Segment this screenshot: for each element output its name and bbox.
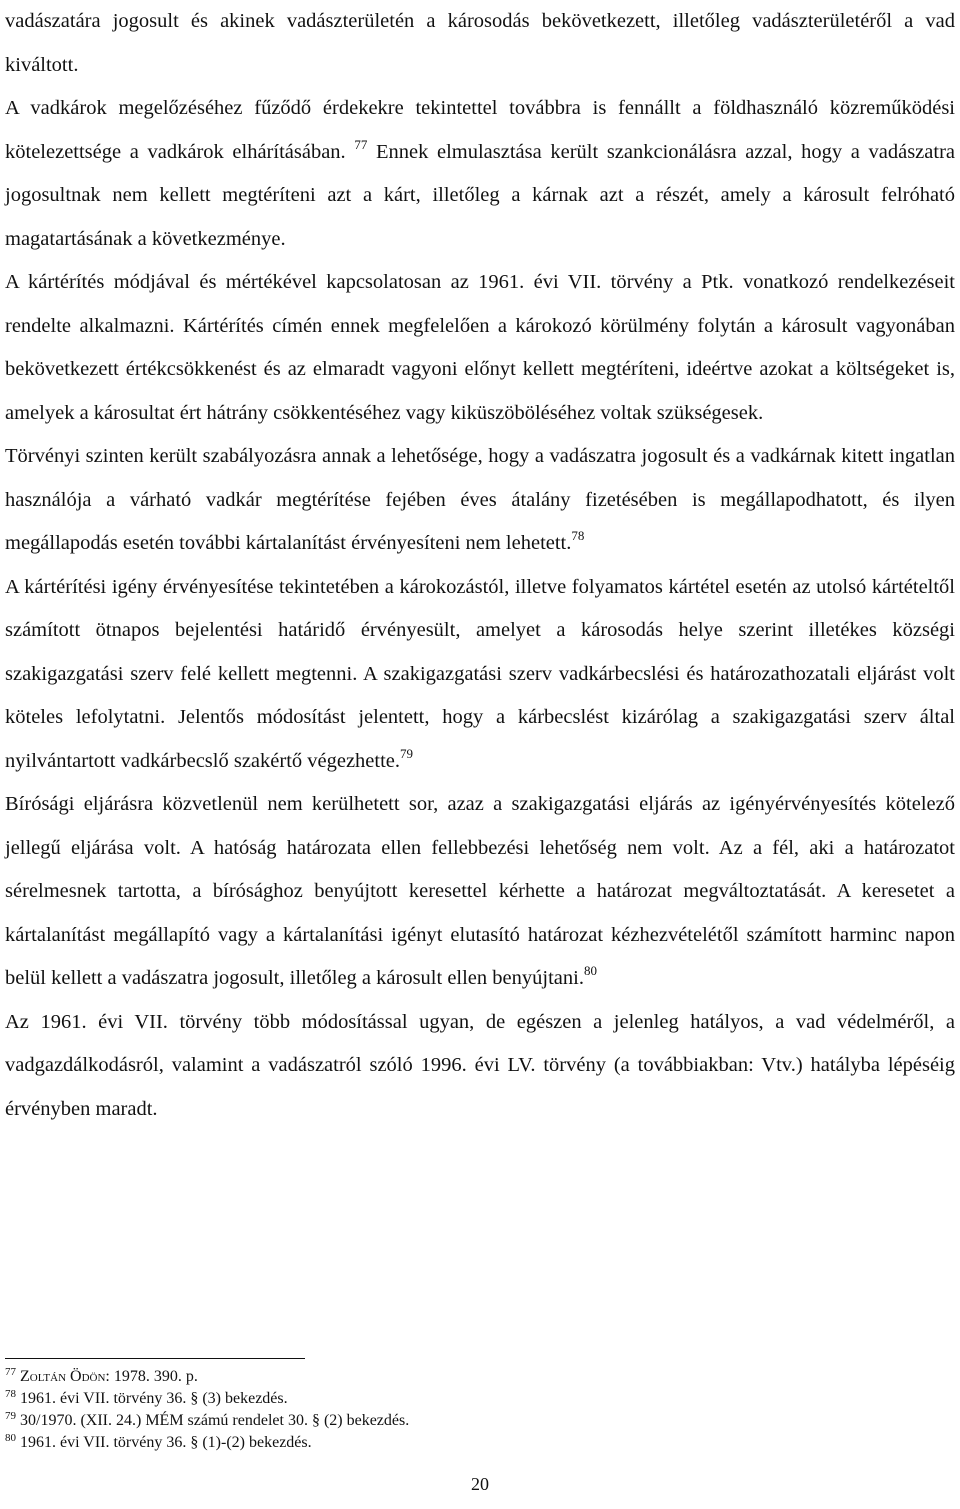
paragraph-text: Az 1961. évi VII. törvény több módosítással ugyan, de egészen a jelenleg hatályos, a vad védelméről, a vadgazdálkodásról, valamint a vadászatról szóló 1996. évi LV. törvény (a továbbiakban: Vtv.) hatályba lépéséig érvényben maradt. xyxy=(5,1010,955,1120)
paragraph-text: A kártérítési igény érvényesítése tekintetében a károkozástól, illetve folyamatos kártétel esetén az utolsó kártételtől számított ötnapos bejelentési határidő érvényesült, amelyet a károsodás helye szerint illetékes községi szakigazgatási szerv felé kellett megtenni. A szakigazgatási szerv vadkárbecslési és határozathozatali eljárást volt köteles lefolytatni. Jelentős módosítást jelentett, hogy a kárbecslést kizárólag a szakigazgatási szerv által nyilvántartott vadkárbecslő szakértő végezhette. xyxy=(5,575,955,772)
footnote-separator xyxy=(5,1358,305,1359)
footnote-author: Zoltán Ödön xyxy=(20,1368,106,1385)
paragraph-1 xyxy=(5,0,955,87)
paragraph-text: Ennek elmulasztása került szankcionálásra azzal, hogy a vadászatra jogosultnak nem kellett megtéríteni azt a kárt, illetőleg a kárnak azt a részét, amely a károsult felróható magatartásának a következménye. xyxy=(5,140,955,250)
paragraph-6 xyxy=(5,783,955,1001)
paragraph-4 xyxy=(5,435,955,566)
footnote-text: : 1978. 390. p. xyxy=(105,1368,198,1385)
paragraph-7 xyxy=(5,1001,955,1132)
footnote-reference-77[interactable]: 77 xyxy=(354,136,368,152)
paragraph-text: Törvényi szinten került szabályozásra annak a lehetősége, hogy a vadászatra jogosult és a vadkárnak kitett ingatlan használója a várható vadkár megtérítése fejében éves átalány fizetésében is megállapodhatott, és ilyen megállapodás esetén további kártalanítást érvényesíteni nem lehetett. xyxy=(5,445,955,554)
paragraph-text: A vadkárok megelőzéséhez fűződő érdekekre tekintettel továbbra is fennállt a földhasználó közreműködési kötelezettsége a vadkárok elhárításában. xyxy=(5,97,955,163)
paragraph-text: vadászatára jogosult és akinek vadászterületén a károsodás bekövetkezett, illetőleg vadászterületéről a vad kiváltott. xyxy=(5,10,955,76)
footnote-text: 1961. évi VII. törvény 36. § (3) bekezdés. xyxy=(20,1390,288,1407)
paragraph-5 xyxy=(5,566,955,784)
footnote-text: 30/1970. (XII. 24.) MÉM számú rendelet 30. § (2) bekezdés. xyxy=(20,1412,410,1429)
paragraph-3 xyxy=(5,261,955,435)
footnote-number: 80 xyxy=(5,1432,16,1444)
footnote-reference-80[interactable]: 80 xyxy=(583,963,597,978)
footnote-80 xyxy=(5,1432,905,1454)
footnote-number: 78 xyxy=(5,1388,16,1400)
footnote-79 xyxy=(5,1410,905,1432)
paragraph-2 xyxy=(5,87,955,261)
page-number: 20 xyxy=(471,1474,489,1494)
footnote-reference-79[interactable]: 79 xyxy=(400,745,414,761)
footnote-reference-78[interactable]: 78 xyxy=(571,528,585,543)
footnote-78 xyxy=(5,1388,905,1410)
paragraph-text: Bírósági eljárásra közvetlenül nem kerülhetett sor, azaz a szakigazgatási eljárás az igényérvényesítés kötelező jellegű eljárása volt. A hatóság határozata ellen fellebbezési lehetőség nem volt. Az a fél, aki a határozatot sérelmesnek tartotta, a bírósághoz benyújtott keresettel kérhette a határozat megváltoztatását. A keresetet a kártalanítást megállapító vagy a kártalanítási igényt elutasító határozat kézhezvételétől számított harminc napon belül kellett a vadászatra jogosult, illetőleg a károsult ellen benyújtani. xyxy=(5,793,955,989)
footnote-77 xyxy=(5,1366,905,1388)
footnotes xyxy=(5,1366,905,1454)
footnote-number: 79 xyxy=(5,1410,16,1422)
footnote-text: 1961. évi VII. törvény 36. § (1)-(2) bekezdés. xyxy=(20,1434,312,1451)
footnote-number: 77 xyxy=(5,1366,16,1378)
document-body xyxy=(5,0,955,1131)
paragraph-text: A kártérítés módjával és mértékével kapcsolatosan az 1961. évi VII. törvény a Ptk. vonatkozó rendelkezéseit rendelte alkalmazni. Kártérítés címén ennek megfelelően a károkozó körülmény folytán a károsult vagyonában bekövetkezett értékcsökkenést és az elmaradt vagyoni előnyt kellett megtéríteni, ideértve azokat a költségeket is, amelyek a károsultat ért hátrány csökkentéséhez vagy kiküszöböléséhez voltak szükségesek. xyxy=(5,271,955,424)
